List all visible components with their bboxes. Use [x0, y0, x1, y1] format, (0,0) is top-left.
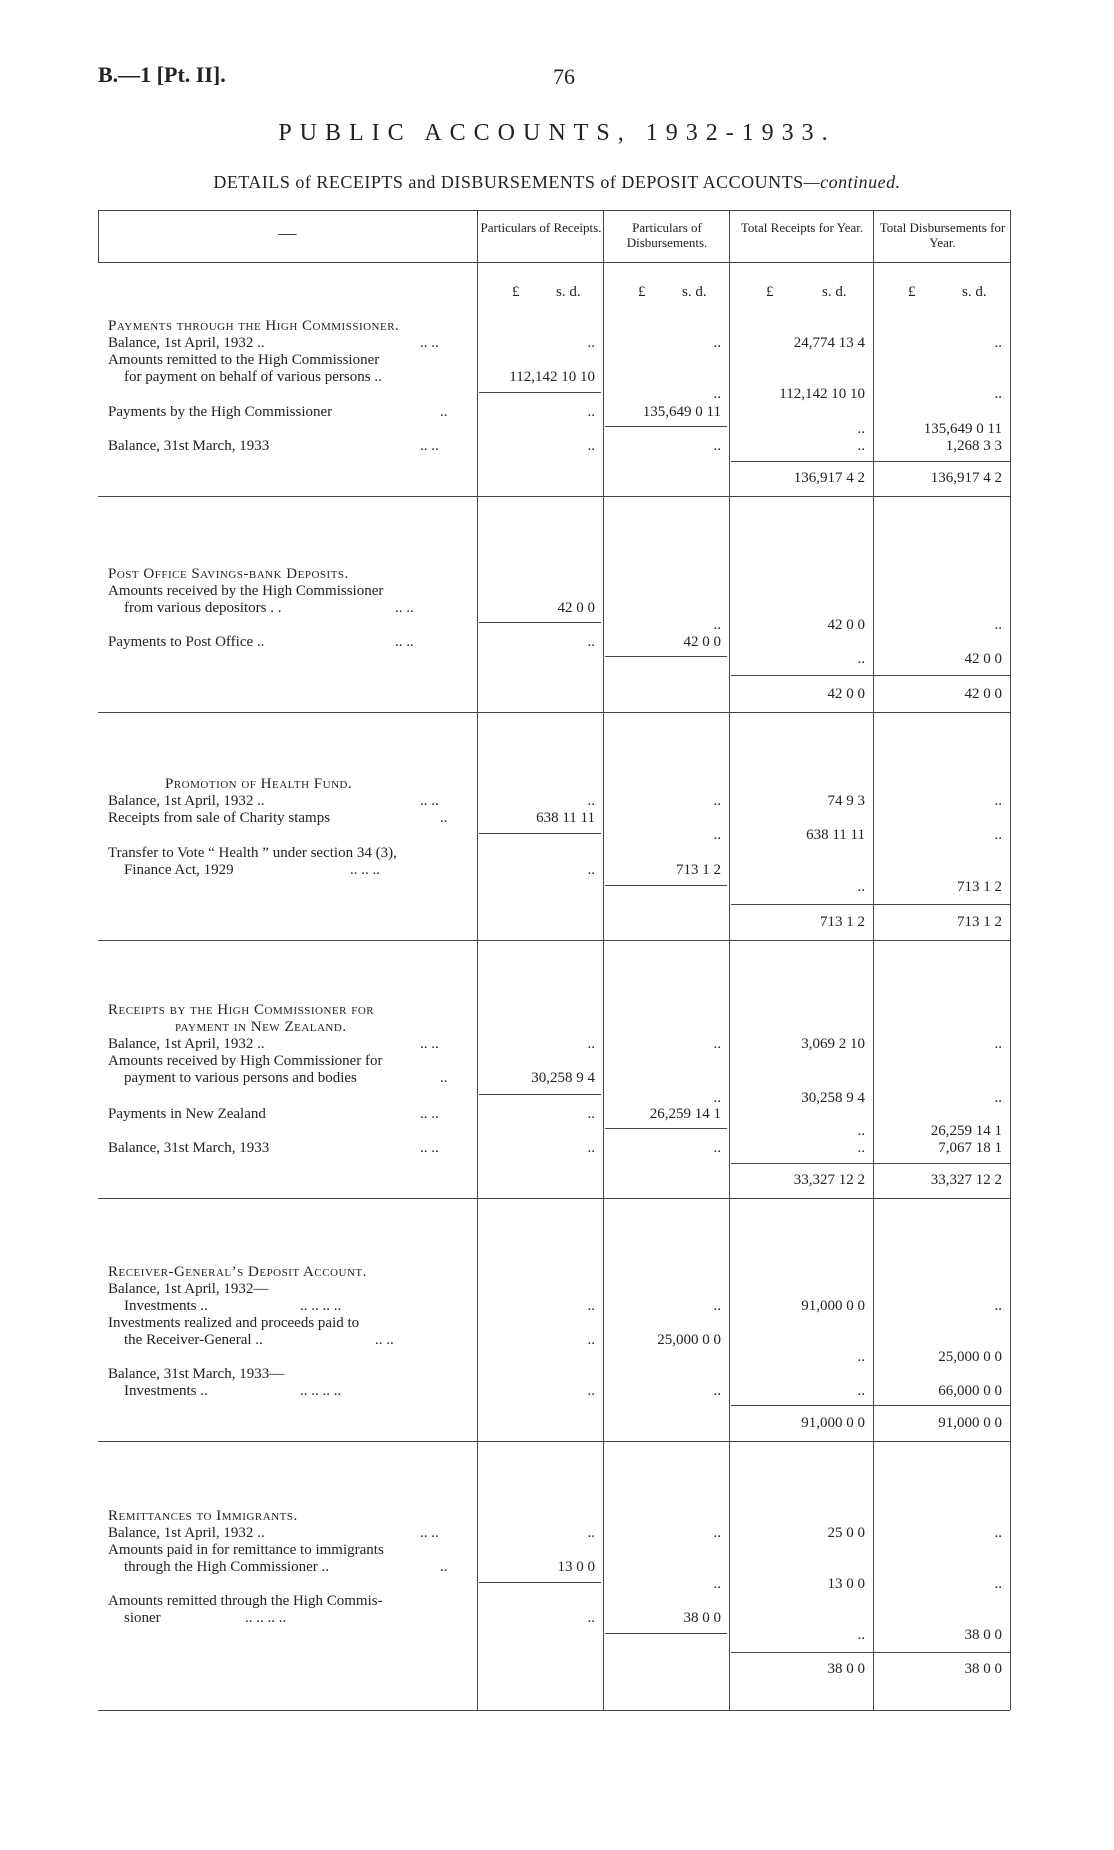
row-label: Investments realized and proceeds paid to [108, 1315, 360, 1331]
total-disbursements-value: 25,000 0 0 [938, 1349, 1002, 1365]
total-receipts-value: .. [857, 1123, 865, 1139]
row-label: Amounts remitted through the High Commis- [108, 1593, 383, 1609]
disbursement-value: 38 0 0 [683, 1610, 721, 1626]
receipt-value: .. [587, 634, 595, 650]
row-label: Balance, 1st April, 1932 .. [108, 1525, 265, 1541]
subtotal-rule [479, 833, 601, 834]
total-receipts-value: .. [857, 1627, 865, 1643]
total-disbursements-value: 38 0 0 [964, 1627, 1002, 1643]
total-receipts-value: 25 0 0 [827, 1525, 865, 1541]
total-receipts-value: .. [857, 1349, 865, 1365]
receipt-value: .. [587, 404, 595, 420]
subtotal-rule [731, 904, 1010, 905]
disbursement-value: .. [713, 793, 721, 809]
row-label: Receipts from sale of Charity stamps [108, 810, 331, 826]
total-receipts-value: 3,069 2 10 [801, 1036, 865, 1052]
disbursement-value: .. [713, 1140, 721, 1156]
leader-dots: .. [440, 404, 448, 420]
disbursement-value: 135,649 0 11 [642, 404, 721, 420]
leader-dots: .. [440, 810, 448, 826]
leader-dots: .. .. [395, 634, 414, 650]
row-label: Balance, 31st March, 1933 [108, 438, 270, 454]
row-label: Payments in New Zealand [108, 1106, 266, 1122]
subtotal-rule [479, 1582, 601, 1583]
subtotal-rule [605, 885, 727, 886]
row-label: Transfer to Vote “ Health ” under section 34 (3), [108, 845, 397, 861]
leader-dots: .. .. .. .. [300, 1383, 342, 1399]
total-disbursements-value: 135,649 0 11 [923, 421, 1002, 437]
unit-sd: s. d. [962, 284, 987, 300]
row-label: Balance, 1st April, 1932— [108, 1281, 269, 1297]
receipt-value: .. [587, 1610, 595, 1626]
subtitle-suffix: —continued. [803, 172, 901, 192]
total-disbursements-value: 26,259 14 1 [930, 1123, 1002, 1139]
row-label: Balance, 1st April, 1932 .. [108, 793, 265, 809]
section-heading: Payments through the High Commissioner. [108, 318, 400, 334]
row-label: Investments .. [124, 1383, 208, 1399]
section-total-receipts: 42 0 0 [827, 686, 865, 702]
receipt-value: 638 11 11 [536, 810, 595, 826]
total-receipts-value: 112,142 10 10 [779, 386, 865, 402]
disbursement-value: .. [713, 1090, 721, 1106]
disbursement-value: .. [713, 617, 721, 633]
leader-dots: .. .. .. [350, 862, 380, 878]
subtitle-main: DETAILS of RECEIPTS and DISBURSEMENTS of DEPOSIT ACCOUNTS [213, 172, 804, 192]
section-total-receipts: 136,917 4 2 [793, 470, 865, 486]
total-disbursements-value: .. [994, 335, 1002, 351]
col-description-header: — [278, 223, 297, 243]
leader-dots: .. .. [420, 1140, 439, 1156]
unit-pound: £ [766, 284, 774, 300]
section-total-receipts: 713 1 2 [820, 914, 865, 930]
col-rule-disbursements [603, 210, 604, 1710]
row-label: Balance, 31st March, 1933— [108, 1366, 285, 1382]
receipt-value: .. [587, 1298, 595, 1314]
leader-dots: .. .. [420, 1036, 439, 1052]
total-disbursements-value: .. [994, 827, 1002, 843]
disbursement-value: .. [713, 827, 721, 843]
receipt-value: 13 0 0 [557, 1559, 595, 1575]
col-receipts-header: Particulars of Receipts. [480, 220, 602, 235]
leader-dots: .. .. [420, 438, 439, 454]
section-heading: Post Office Savings-bank Deposits. [108, 566, 349, 582]
section-total-disbursements: 713 1 2 [957, 914, 1002, 930]
row-label: Balance, 31st March, 1933 [108, 1140, 270, 1156]
total-receipts-value: 74 9 3 [827, 793, 865, 809]
row-label: Payments to Post Office .. [108, 634, 265, 650]
receipt-value: .. [587, 1383, 595, 1399]
section-total-disbursements: 33,327 12 2 [930, 1172, 1002, 1188]
total-disbursements-value: 1,268 3 3 [945, 438, 1002, 454]
subtotal-rule [605, 656, 727, 657]
col-total-disbursements-header: Total Disbursements for Year. [879, 220, 1006, 250]
receipt-value: 42 0 0 [557, 600, 595, 616]
leader-dots: .. [440, 1559, 448, 1575]
total-disbursements-value: 42 0 0 [964, 651, 1002, 667]
row-label: Balance, 1st April, 1932 .. [108, 1036, 265, 1052]
row-label: for payment on behalf of various persons .. [124, 369, 382, 385]
row-label: Amounts remitted to the High Commissioner [108, 352, 380, 368]
receipt-value: 112,142 10 10 [509, 369, 595, 385]
row-label: Amounts received by the High Commissioner [108, 583, 384, 599]
disbursement-value: 25,000 0 0 [657, 1332, 721, 1348]
total-disbursements-value: 713 1 2 [957, 879, 1002, 895]
section-rule [98, 496, 1010, 497]
unit-pound: £ [908, 284, 916, 300]
section-rule [98, 712, 1010, 713]
col-rule-receipts [477, 210, 478, 1710]
section-heading: Receiver-General’s Deposit Account. [108, 1264, 367, 1280]
section-total-disbursements: 42 0 0 [964, 686, 1002, 702]
total-disbursements-value: .. [994, 617, 1002, 633]
receipt-value: .. [587, 1140, 595, 1156]
receipt-value: .. [587, 793, 595, 809]
total-receipts-value: .. [857, 651, 865, 667]
row-label: Payments by the High Commissioner [108, 404, 333, 420]
subtotal-rule [731, 461, 1010, 462]
receipt-value: .. [587, 1525, 595, 1541]
receipt-value: 30,258 9 4 [531, 1070, 595, 1086]
section-heading: Remittances to Immigrants. [108, 1508, 298, 1524]
series-code: B.—1 [Pt. II]. [98, 62, 226, 87]
row-label: payment to various persons and bodies [124, 1070, 357, 1086]
col-rule-total-receipts [729, 210, 730, 1710]
total-disbursements-value: .. [994, 793, 1002, 809]
page-subtitle [0, 172, 1114, 193]
total-disbursements-value: .. [994, 386, 1002, 402]
unit-pound: £ [638, 284, 646, 300]
receipt-value: .. [587, 862, 595, 878]
section-rule [98, 940, 1010, 941]
section-total-receipts: 38 0 0 [827, 1661, 865, 1677]
section-total-receipts: 91,000 0 0 [801, 1415, 865, 1431]
subtotal-rule [731, 1163, 1010, 1164]
page-title: PUBLIC ACCOUNTS, 1932-1933. [278, 120, 836, 146]
unit-pound: £ [512, 284, 520, 300]
row-label: Amounts paid in for remittance to immigrants [108, 1542, 384, 1558]
total-receipts-value: .. [857, 1140, 865, 1156]
row-label: Balance, 1st April, 1932 .. [108, 335, 265, 351]
section-total-disbursements: 91,000 0 0 [938, 1415, 1002, 1431]
section-rule [98, 1198, 1010, 1199]
subtotal-rule [605, 426, 727, 427]
total-receipts-value: .. [857, 879, 865, 895]
total-disbursements-value: .. [994, 1036, 1002, 1052]
page-number: 76 [553, 64, 575, 89]
col-total-receipts-header: Total Receipts for Year. [740, 220, 864, 235]
unit-sd: s. d. [822, 284, 847, 300]
leader-dots: .. .. [375, 1332, 394, 1348]
total-disbursements-value: 66,000 0 0 [938, 1383, 1002, 1399]
unit-sd: s. d. [682, 284, 707, 300]
leader-dots: .. [440, 1070, 448, 1086]
section-total-receipts: 33,327 12 2 [793, 1172, 865, 1188]
receipt-value: .. [587, 335, 595, 351]
subtotal-rule [731, 675, 1010, 676]
receipt-value: .. [587, 438, 595, 454]
leader-dots: .. .. .. .. [245, 1610, 287, 1626]
section-heading: Promotion of Health Fund. [165, 776, 353, 792]
disbursement-value: 713 1 2 [676, 862, 721, 878]
disbursement-value: 26,259 14 1 [649, 1106, 721, 1122]
row-label: through the High Commissioner .. [124, 1559, 329, 1575]
col-disbursements-header: Particulars of Disbursements. [626, 220, 708, 250]
disbursement-value: .. [713, 335, 721, 351]
row-label: from various depositors . . [124, 600, 282, 616]
section-heading: Receipts by the High Commissioner for [108, 1002, 375, 1018]
leader-dots: .. .. [420, 1106, 439, 1122]
total-receipts-value: 24,774 13 4 [793, 335, 865, 351]
receipt-value: .. [587, 1036, 595, 1052]
total-receipts-value: 91,000 0 0 [801, 1298, 865, 1314]
row-label: Amounts received by High Commissioner for [108, 1053, 383, 1069]
subtotal-rule [605, 1128, 727, 1129]
total-disbursements-value: 7,067 18 1 [938, 1140, 1002, 1156]
row-label: the Receiver-General .. [124, 1332, 263, 1348]
col-rule-right [1010, 210, 1011, 1710]
disbursement-value: .. [713, 386, 721, 402]
row-label: Investments .. [124, 1298, 208, 1314]
disbursement-value: .. [713, 1525, 721, 1541]
subtotal-rule [605, 1633, 727, 1634]
total-receipts-value: .. [857, 421, 865, 437]
subtotal-rule [731, 1405, 1010, 1406]
receipt-value: .. [587, 1106, 595, 1122]
disbursement-value: .. [713, 438, 721, 454]
col-rule-total-disbursements [873, 210, 874, 1710]
total-receipts-value: 30,258 9 4 [801, 1090, 865, 1106]
disbursement-value: .. [713, 1036, 721, 1052]
subtotal-rule [479, 622, 601, 623]
table-bottom-rule [98, 1710, 1010, 1711]
receipt-value: .. [587, 1332, 595, 1348]
section-total-disbursements: 38 0 0 [964, 1661, 1002, 1677]
disbursement-value: .. [713, 1383, 721, 1399]
section-heading: payment in New Zealand. [175, 1019, 347, 1035]
section-total-disbursements: 136,917 4 2 [930, 470, 1002, 486]
row-label: sioner [124, 1610, 161, 1626]
total-disbursements-value: .. [994, 1090, 1002, 1106]
total-receipts-value: 42 0 0 [827, 617, 865, 633]
unit-sd: s. d. [556, 284, 581, 300]
leader-dots: .. .. [420, 793, 439, 809]
subtotal-rule [731, 1652, 1010, 1653]
subtotal-rule [479, 1094, 601, 1095]
section-rule [98, 1441, 1010, 1442]
leader-dots: .. .. .. .. [300, 1298, 342, 1314]
total-disbursements-value: .. [994, 1525, 1002, 1541]
total-disbursements-value: .. [994, 1298, 1002, 1314]
total-disbursements-value: .. [994, 1576, 1002, 1592]
subtotal-rule [479, 392, 601, 393]
total-receipts-value: 638 11 11 [806, 827, 865, 843]
total-receipts-value: 13 0 0 [827, 1576, 865, 1592]
disbursement-value: .. [713, 1576, 721, 1592]
total-receipts-value: .. [857, 438, 865, 454]
row-label: Finance Act, 1929 [124, 862, 234, 878]
leader-dots: .. .. [395, 600, 414, 616]
leader-dots: .. .. [420, 1525, 439, 1541]
disbursement-value: 42 0 0 [683, 634, 721, 650]
total-receipts-value: .. [857, 1383, 865, 1399]
leader-dots: .. .. [420, 335, 439, 351]
disbursement-value: .. [713, 1298, 721, 1314]
